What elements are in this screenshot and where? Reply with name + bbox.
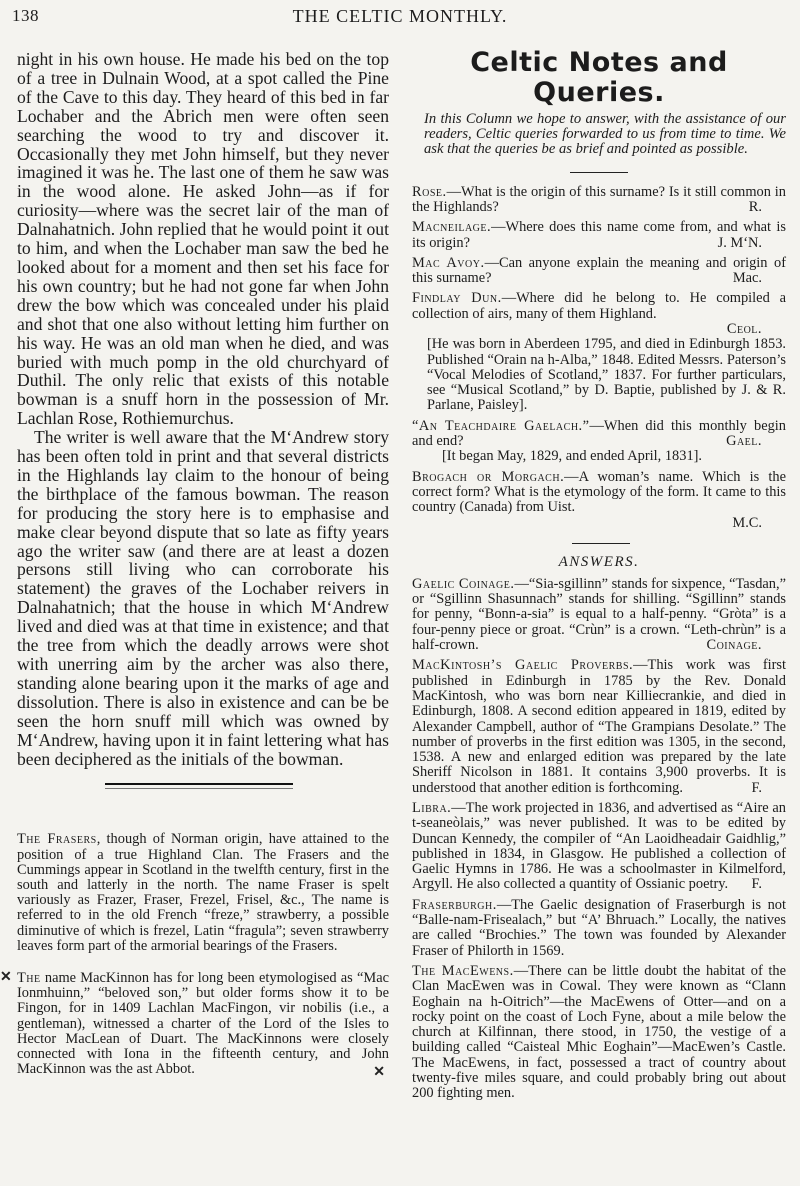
page-header — [12, 4, 788, 28]
answer-text: —This work was first published in Edinburgh in 1785 by the Rev. Donald MacKintosh, who was born near Killiecrankie, and died in Edinburgh, 1808. A second edition appeared in 1819, edited by Alexander Campbell, author of “The Grampians Desolate.” The number of proverbs in the first edition was 1305, in the second, 1538. A new and enlarged edition was prepared by the late Sheriff Nicolson in 1881. It contains 3,900 proverbs. It is understood that another edition is forthcoming. — [412, 657, 786, 796]
query-mac-avoy — [412, 256, 786, 287]
query-signature: M.C. — [732, 514, 762, 531]
answer-mackintosh-proverbs — [412, 658, 786, 796]
page-number: 138 — [12, 6, 39, 25]
running-title: THE CELTIC MONTHLY. — [292, 6, 508, 26]
mackinnon-note — [17, 971, 389, 1077]
answer-fraserburgh — [412, 898, 786, 959]
query-signature: Ceol. — [726, 320, 762, 337]
answer-text: —There can be little doubt the habitat of the Clan MacEwen was in Cowal. They were known as “Clann Eoghain na h-Oitrich”—the MacEwens of Otter—and on a rocky point on the coast of Loch Fyne, about a mile below the church at Kilfinnan, there stood, in 1750, the vestige of a building called “Caisteal Mhic Eoghain”—MacEwen’s Castle. The MacEwens, in fact, possessed a tract of country about twenty-five miles square, and could probably bring out about 200 fighting men. — [412, 962, 787, 1102]
query-text: —Where did he belong to. He compiled a collection of airs, many of them Highland. — [412, 290, 786, 322]
answer-signature: Coinage. — [706, 637, 762, 654]
query-rose — [412, 185, 786, 216]
frasers-text: , though of Norman origin, have attained to the position of a true Highland Clan. The Frasers and the Cummings appear in Scotland in the twelfth century, first in the south and latterly in the north. The name Fraser is spelt variously as Frazer, Fraser, Frezel, Frisel, &c., The name is referred to in the old French “freze,” strawberry, a possible diminutive of which is frezel, Latin “fragula”; seven strawberry leaves form part of the armorial bearings of the Frasers. — [17, 831, 389, 954]
frasers-lead: The Frasers — [17, 831, 97, 848]
answer-signature: F. — [751, 779, 762, 796]
answers-heading: ANSWERS. — [558, 553, 640, 570]
mackinnon-lead: The — [17, 970, 41, 987]
answer-text: —The Gaelic designation of Fraserburgh is not “Balle-nam-Frisealach,” but “A’ Bhruach.” Locally, the natives are called “Brochies.” The town was founded by Alexander Fraser of Philorth in 1569. — [412, 896, 786, 959]
margin-mark-icon: ✕ — [0, 970, 12, 986]
query-text: —A woman’s name. Which is the correct form? What is the etymology of the form. It came to this country (Canada) from Uist. — [412, 468, 786, 516]
answer-libra — [412, 801, 786, 893]
query-lead: Findlay Dun. — [412, 290, 502, 307]
answer-gaelic-coinage — [412, 577, 786, 653]
mcandrew-story-paragraph-1: night in his own house. He made his bed on the top of a tree in Dulnain Wood, at a spot called the Pine of the Cave to this day. They heard of this bed in far Lochaber and the Abrich men were often seen searching the wood to try and discover it. Occasionally they met John himself, but they never imagined it was he. The last one of them he saw was in the wood alone. He asked John—as if for curiosity—where was the secret lair of the man of Dalnahatnich. John replied that he would point it out to him, and when the Lochaber man saw the bed he looked about for a moment and then set his face for his own country; but he had not gone far when John drew the bow which was concealed under his plaid and shot that one also without letting him further on his way. He was an old man when he died, and was buried with much pomp in the old churchyard of Duthil. The only relic that exists of this notable bowman is a snuff horn in the possession of Mr. Lachlan Rose, Rothiemurchus. — [17, 49, 389, 429]
answer-lead: Gaelic Coinage. — [412, 575, 515, 592]
query-lead: “An Teachdaire Gaelach.” — [412, 417, 590, 434]
answer-text: —The work projected in 1836, and advertised as “Aire an t-seaneòlais,” was never published. It was to be edited by Duncan Kennedy, the compiler of “An Laoidheadair Gaidhlig,” published in 1834, in Glasgow. He published a collection of Gaelic Hymns in 1786. He was a schoolmaster in Kilmelford, Argyll. He also collected a quantity of Ossianic poetry. — [412, 800, 786, 893]
query-signature: J. M‘N. — [717, 234, 762, 251]
query-signature: Gael. — [726, 433, 762, 450]
query-teachdaire-gaelach — [412, 419, 786, 450]
frasers-note — [17, 832, 389, 954]
margin-mark-icon: ✕ — [373, 1065, 385, 1081]
query-signature: R. — [748, 198, 762, 215]
section-title: Celtic Notes and Queries. — [470, 47, 728, 108]
answer-macewens — [412, 964, 786, 1102]
query-text: —Can anyone explain the meaning and origin of this surname? — [412, 254, 786, 287]
answer-lead: Libra. — [412, 800, 452, 816]
query-lead: Mac Avoy. — [412, 254, 485, 271]
answer-signature: F. — [751, 876, 762, 893]
query-macneilage — [412, 220, 786, 251]
answer-lead: Fraserburgh. — [412, 896, 497, 913]
answers-divider-rule — [572, 543, 630, 544]
mackinnon-note-wrapper — [0, 970, 389, 1081]
query-findlay-dun — [412, 291, 786, 337]
section-intro: In this Column we hope to answer, with the assistance of our readers, Celtic queries forwarded to us from time to time. We ask that the queries be as brief and pointed as possible. — [424, 111, 786, 158]
left-column — [0, 49, 389, 1081]
query-lead: Brogach or Morgach. — [412, 468, 565, 485]
query-text: —What is the origin of this surname? Is it still common in the Highlands? — [412, 183, 786, 215]
mackinnon-text: name MacKinnon has for long been etymologised as “Mac Ionmhuinn,” “beloved son,” but older forms show it to be Fingon, for in 1409 Lachlan MacFingon, vir nobilis (i.e., a gentleman), witnessed a charter of the Lord of the Isles to Hector MacLean of Duart. The MacKinnons were closely connected with Iona in the fifteenth century, and John MacKinnon was the ast Abbot. — [17, 970, 389, 1078]
answer-text: —“Sia-sgillinn” stands for sixpence, “Tasdan,” or “Sgillinn Shasunnach” stands for shilling. “Sgillinn” stands for penny, “Bonn-a-sia” is equal to a half-penny. “Gròta” is a four-penny piece or groat. “Crùn” is a crown. “Leth-chrùn” is a half-crown. — [412, 575, 786, 654]
section-divider-rule — [105, 783, 293, 789]
query-teachdaire-gaelach-answer: [It began May, 1829, and ended April, 1831]. — [442, 448, 703, 465]
query-brogach — [412, 470, 786, 531]
answer-lead: MacKintosh’s Gaelic Proverbs. — [412, 657, 634, 674]
query-lead: Macneilage. — [412, 219, 492, 236]
right-column — [412, 47, 787, 1107]
query-findlay-dun-answer: [He was born in Aberdeen 1795, and died in Edinburgh 1853. Published “Orain na h-Alba,” 1848. Edited Messrs. Paterson’s “Vocal Melodies of Scotland,” 1837. For further particulars, see “Musical Scotland,” by D. Baptie, published by J. & R. Parlane, Paisley]. — [427, 336, 786, 414]
query-signature: Mac. — [732, 270, 762, 287]
mcandrew-story-paragraph-2: The writer is well aware that the M‘Andrew story has been often told in print and that several districts in the Highlands lay claim to the honour of being the birthplace of the famous bowman. The reason for producing the story here is to emphasise and make clear beyond dispute that so late as fifty years ago the writer saw (and there are at least a dozen persons still living who can corroborate his statement) the graves of the Lochaber reivers in Dalnahatnich; that the house in which M‘Andrew lived and died was at that time in existence; and that the tree from which the deadly arrows were shot with unerring aim by the archer was also there, standing alone bearing upon it the marks of age and dissolution. There is also in existence and can be be seen the horn snuff mill which was owned by M‘Andrew, having upon it in faint lettering what has been deciphered as the initials of the bowman. — [17, 427, 389, 769]
answer-lead: The MacEwens. — [412, 962, 514, 979]
query-lead: Rose. — [412, 183, 447, 200]
short-divider-rule — [570, 172, 628, 173]
query-text: —Where does this name come from, and what is its origin? — [412, 219, 786, 251]
query-text: —When did this monthly begin and end? — [412, 417, 786, 450]
